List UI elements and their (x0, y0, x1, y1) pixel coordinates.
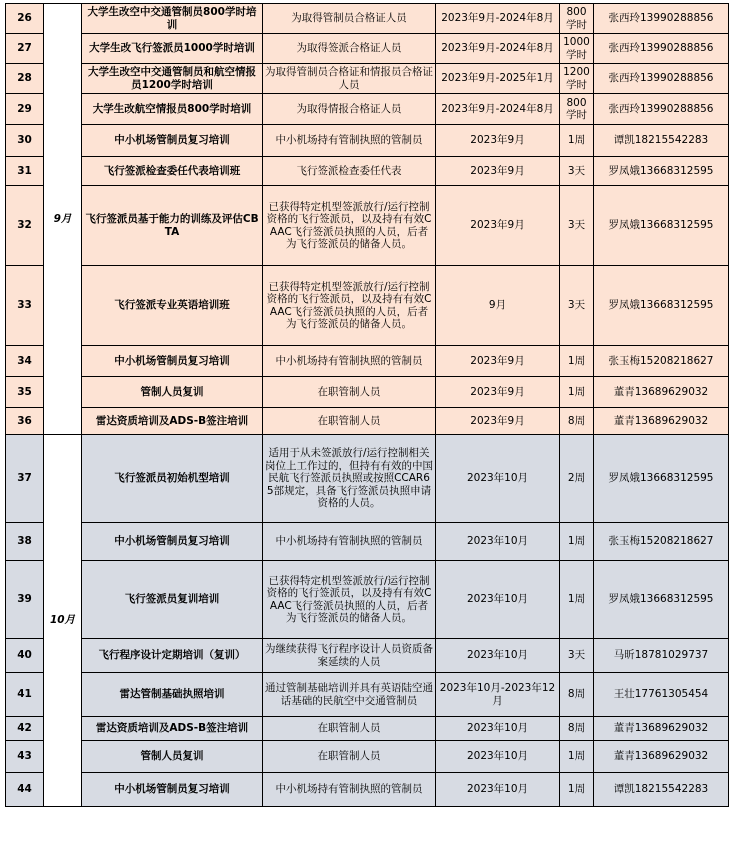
row-number-cell: 39 (6, 561, 44, 639)
row-number-cell: 31 (6, 157, 44, 186)
contact-cell: 张西玲13990288856 (594, 64, 729, 94)
contact-cell: 罗凤娥13668312595 (594, 186, 729, 266)
target-trainees-cell: 中小机场持有管制执照的管制员 (263, 773, 436, 807)
table-row (6, 4, 729, 34)
course-name-cell: 中小机场管制员复习培训 (82, 773, 263, 807)
table-row (6, 773, 729, 807)
duration-cell: 8周 (560, 408, 594, 435)
target-trainees-cell: 为取得管制员合格证人员 (263, 4, 436, 34)
training-time-cell: 2023年10月 (436, 561, 560, 639)
row-number-cell: 41 (6, 673, 44, 717)
duration-cell: 2周 (560, 435, 594, 523)
contact-cell: 罗凤娥13668312595 (594, 435, 729, 523)
target-trainees-cell: 在职管制人员 (263, 717, 436, 741)
contact-cell: 张玉梅15208218627 (594, 346, 729, 377)
training-time-cell: 2023年10月 (436, 717, 560, 741)
row-number-cell: 32 (6, 186, 44, 266)
table-row (6, 673, 729, 717)
course-name-cell: 管制人员复训 (82, 377, 263, 408)
row-number-cell: 28 (6, 64, 44, 94)
course-name-cell: 飞行签派员基于能力的训练及评估CBTA (82, 186, 263, 266)
course-name-cell: 大学生改空中交通管制员800学时培训 (82, 4, 263, 34)
table-row (6, 346, 729, 377)
target-trainees-cell: 为取得管制员合格证和情报员合格证人员 (263, 64, 436, 94)
contact-cell: 张西玲13990288856 (594, 4, 729, 34)
target-trainees-cell: 飞行签派检查委任代表 (263, 157, 436, 186)
target-trainees-cell: 通过管制基础培训并具有英语陆空通话基础的民航空中交通管制员 (263, 673, 436, 717)
course-name-cell: 飞行签派专业英语培训班 (82, 266, 263, 346)
contact-cell: 谭凯18215542283 (594, 125, 729, 157)
row-number-cell: 33 (6, 266, 44, 346)
duration-cell: 1周 (560, 773, 594, 807)
contact-cell: 王壮17761305454 (594, 673, 729, 717)
training-time-cell: 2023年10月 (436, 435, 560, 523)
course-name-cell: 飞行签派员初始机型培训 (82, 435, 263, 523)
training-time-cell: 2023年9月 (436, 408, 560, 435)
course-name-cell: 中小机场管制员复习培训 (82, 523, 263, 561)
course-name-cell: 飞行程序设计定期培训（复训） (82, 639, 263, 673)
duration-cell: 3天 (560, 639, 594, 673)
course-name-cell: 大学生改空中交通管制员和航空情报员1200学时培训 (82, 64, 263, 94)
course-name-cell: 雷达管制基础执照培训 (82, 673, 263, 717)
course-name-cell: 大学生改航空情报员800学时培训 (82, 94, 263, 125)
target-trainees-cell: 为取得情报合格证人员 (263, 94, 436, 125)
training-time-cell: 2023年10月 (436, 773, 560, 807)
duration-cell: 3天 (560, 186, 594, 266)
row-number-cell: 36 (6, 408, 44, 435)
duration-cell: 8周 (560, 673, 594, 717)
training-time-cell: 2023年9月 (436, 377, 560, 408)
table-row (6, 94, 729, 125)
table-row (6, 157, 729, 186)
row-number-cell: 38 (6, 523, 44, 561)
target-trainees-cell: 中小机场持有管制执照的管制员 (263, 346, 436, 377)
training-time-cell: 9月 (436, 266, 560, 346)
table-row (6, 435, 729, 523)
table-row (6, 266, 729, 346)
duration-cell: 1000学时 (560, 34, 594, 64)
duration-cell: 1周 (560, 523, 594, 561)
training-time-cell: 2023年9月 (436, 125, 560, 157)
table-row (6, 377, 729, 408)
training-time-cell: 2023年10月-2023年12月 (436, 673, 560, 717)
duration-cell: 8周 (560, 717, 594, 741)
table-row (6, 639, 729, 673)
target-trainees-cell: 中小机场持有管制执照的管制员 (263, 523, 436, 561)
contact-cell: 罗凤娥13668312595 (594, 157, 729, 186)
target-trainees-cell: 为继续获得飞行程序设计人员资质备案延续的人员 (263, 639, 436, 673)
course-name-cell: 雷达资质培训及ADS-B签注培训 (82, 408, 263, 435)
row-number-cell: 44 (6, 773, 44, 807)
row-number-cell: 29 (6, 94, 44, 125)
contact-cell: 董青13689629032 (594, 741, 729, 773)
course-name-cell: 飞行签派检查委任代表培训班 (82, 157, 263, 186)
table-row (6, 741, 729, 773)
contact-cell: 董青13689629032 (594, 377, 729, 408)
target-trainees-cell: 中小机场持有管制执照的管制员 (263, 125, 436, 157)
row-number-cell: 37 (6, 435, 44, 523)
row-number-cell: 27 (6, 34, 44, 64)
table-row (6, 408, 729, 435)
duration-cell: 1周 (560, 741, 594, 773)
course-name-cell: 中小机场管制员复习培训 (82, 125, 263, 157)
training-time-cell: 2023年10月 (436, 523, 560, 561)
course-name-cell: 中小机场管制员复习培训 (82, 346, 263, 377)
table-row (6, 125, 729, 157)
target-trainees-cell: 已获得特定机型签派放行/运行控制资格的飞行签派员，以及持有有效CAAC飞行签派员执照的人员，后者为飞行签派员的储备人员。 (263, 266, 436, 346)
training-time-cell: 2023年9月-2024年8月 (436, 34, 560, 64)
training-time-cell: 2023年9月 (436, 157, 560, 186)
duration-cell: 1周 (560, 346, 594, 377)
table-row (6, 186, 729, 266)
contact-cell: 罗凤娥13668312595 (594, 266, 729, 346)
contact-cell: 董青13689629032 (594, 717, 729, 741)
course-name-cell: 雷达资质培训及ADS-B签注培训 (82, 717, 263, 741)
training-time-cell: 2023年9月-2024年8月 (436, 94, 560, 125)
duration-cell: 800学时 (560, 4, 594, 34)
target-trainees-cell: 已获得特定机型签派放行/运行控制资格的飞行签派员，以及持有有效CAAC飞行签派员执照的人员，后者为飞行签派员的储备人员。 (263, 561, 436, 639)
duration-cell: 1周 (560, 125, 594, 157)
contact-cell: 马昕18781029737 (594, 639, 729, 673)
duration-cell: 1200学时 (560, 64, 594, 94)
target-trainees-cell: 为取得签派合格证人员 (263, 34, 436, 64)
contact-cell: 董青13689629032 (594, 408, 729, 435)
table-row (6, 523, 729, 561)
month-group-cell: 9月 (44, 4, 82, 435)
training-time-cell: 2023年9月-2025年1月 (436, 64, 560, 94)
target-trainees-cell: 在职管制人员 (263, 741, 436, 773)
duration-cell: 3天 (560, 266, 594, 346)
training-schedule-table (5, 3, 729, 807)
contact-cell: 张玉梅15208218627 (594, 523, 729, 561)
duration-cell: 1周 (560, 377, 594, 408)
contact-cell: 张西玲13990288856 (594, 34, 729, 64)
training-time-cell: 2023年10月 (436, 639, 560, 673)
target-trainees-cell: 已获得特定机型签派放行/运行控制资格的飞行签派员，以及持有有效CAAC飞行签派员执照的人员，后者为飞行签派员的储备人员。 (263, 186, 436, 266)
table-row (6, 561, 729, 639)
month-group-cell: 10月 (44, 435, 82, 807)
row-number-cell: 35 (6, 377, 44, 408)
target-trainees-cell: 在职管制人员 (263, 408, 436, 435)
duration-cell: 1周 (560, 561, 594, 639)
course-name-cell: 飞行签派员复训培训 (82, 561, 263, 639)
table-row (6, 64, 729, 94)
course-name-cell: 大学生改飞行签派员1000学时培训 (82, 34, 263, 64)
target-trainees-cell: 在职管制人员 (263, 377, 436, 408)
contact-cell: 张西玲13990288856 (594, 94, 729, 125)
training-time-cell: 2023年9月-2024年8月 (436, 4, 560, 34)
training-time-cell: 2023年10月 (436, 741, 560, 773)
row-number-cell: 40 (6, 639, 44, 673)
row-number-cell: 30 (6, 125, 44, 157)
row-number-cell: 43 (6, 741, 44, 773)
duration-cell: 800学时 (560, 94, 594, 125)
training-time-cell: 2023年9月 (436, 346, 560, 377)
contact-cell: 谭凯18215542283 (594, 773, 729, 807)
row-number-cell: 42 (6, 717, 44, 741)
target-trainees-cell: 适用于从未签派放行/运行控制相关岗位上工作过的，但持有有效的中国民航飞行签派员执照或按照CCAR65部规定，具备飞行签派员执照申请资格的人员。 (263, 435, 436, 523)
training-time-cell: 2023年9月 (436, 186, 560, 266)
course-name-cell: 管制人员复训 (82, 741, 263, 773)
table-row (6, 34, 729, 64)
row-number-cell: 26 (6, 4, 44, 34)
table-row (6, 717, 729, 741)
row-number-cell: 34 (6, 346, 44, 377)
contact-cell: 罗凤娥13668312595 (594, 561, 729, 639)
duration-cell: 3天 (560, 157, 594, 186)
